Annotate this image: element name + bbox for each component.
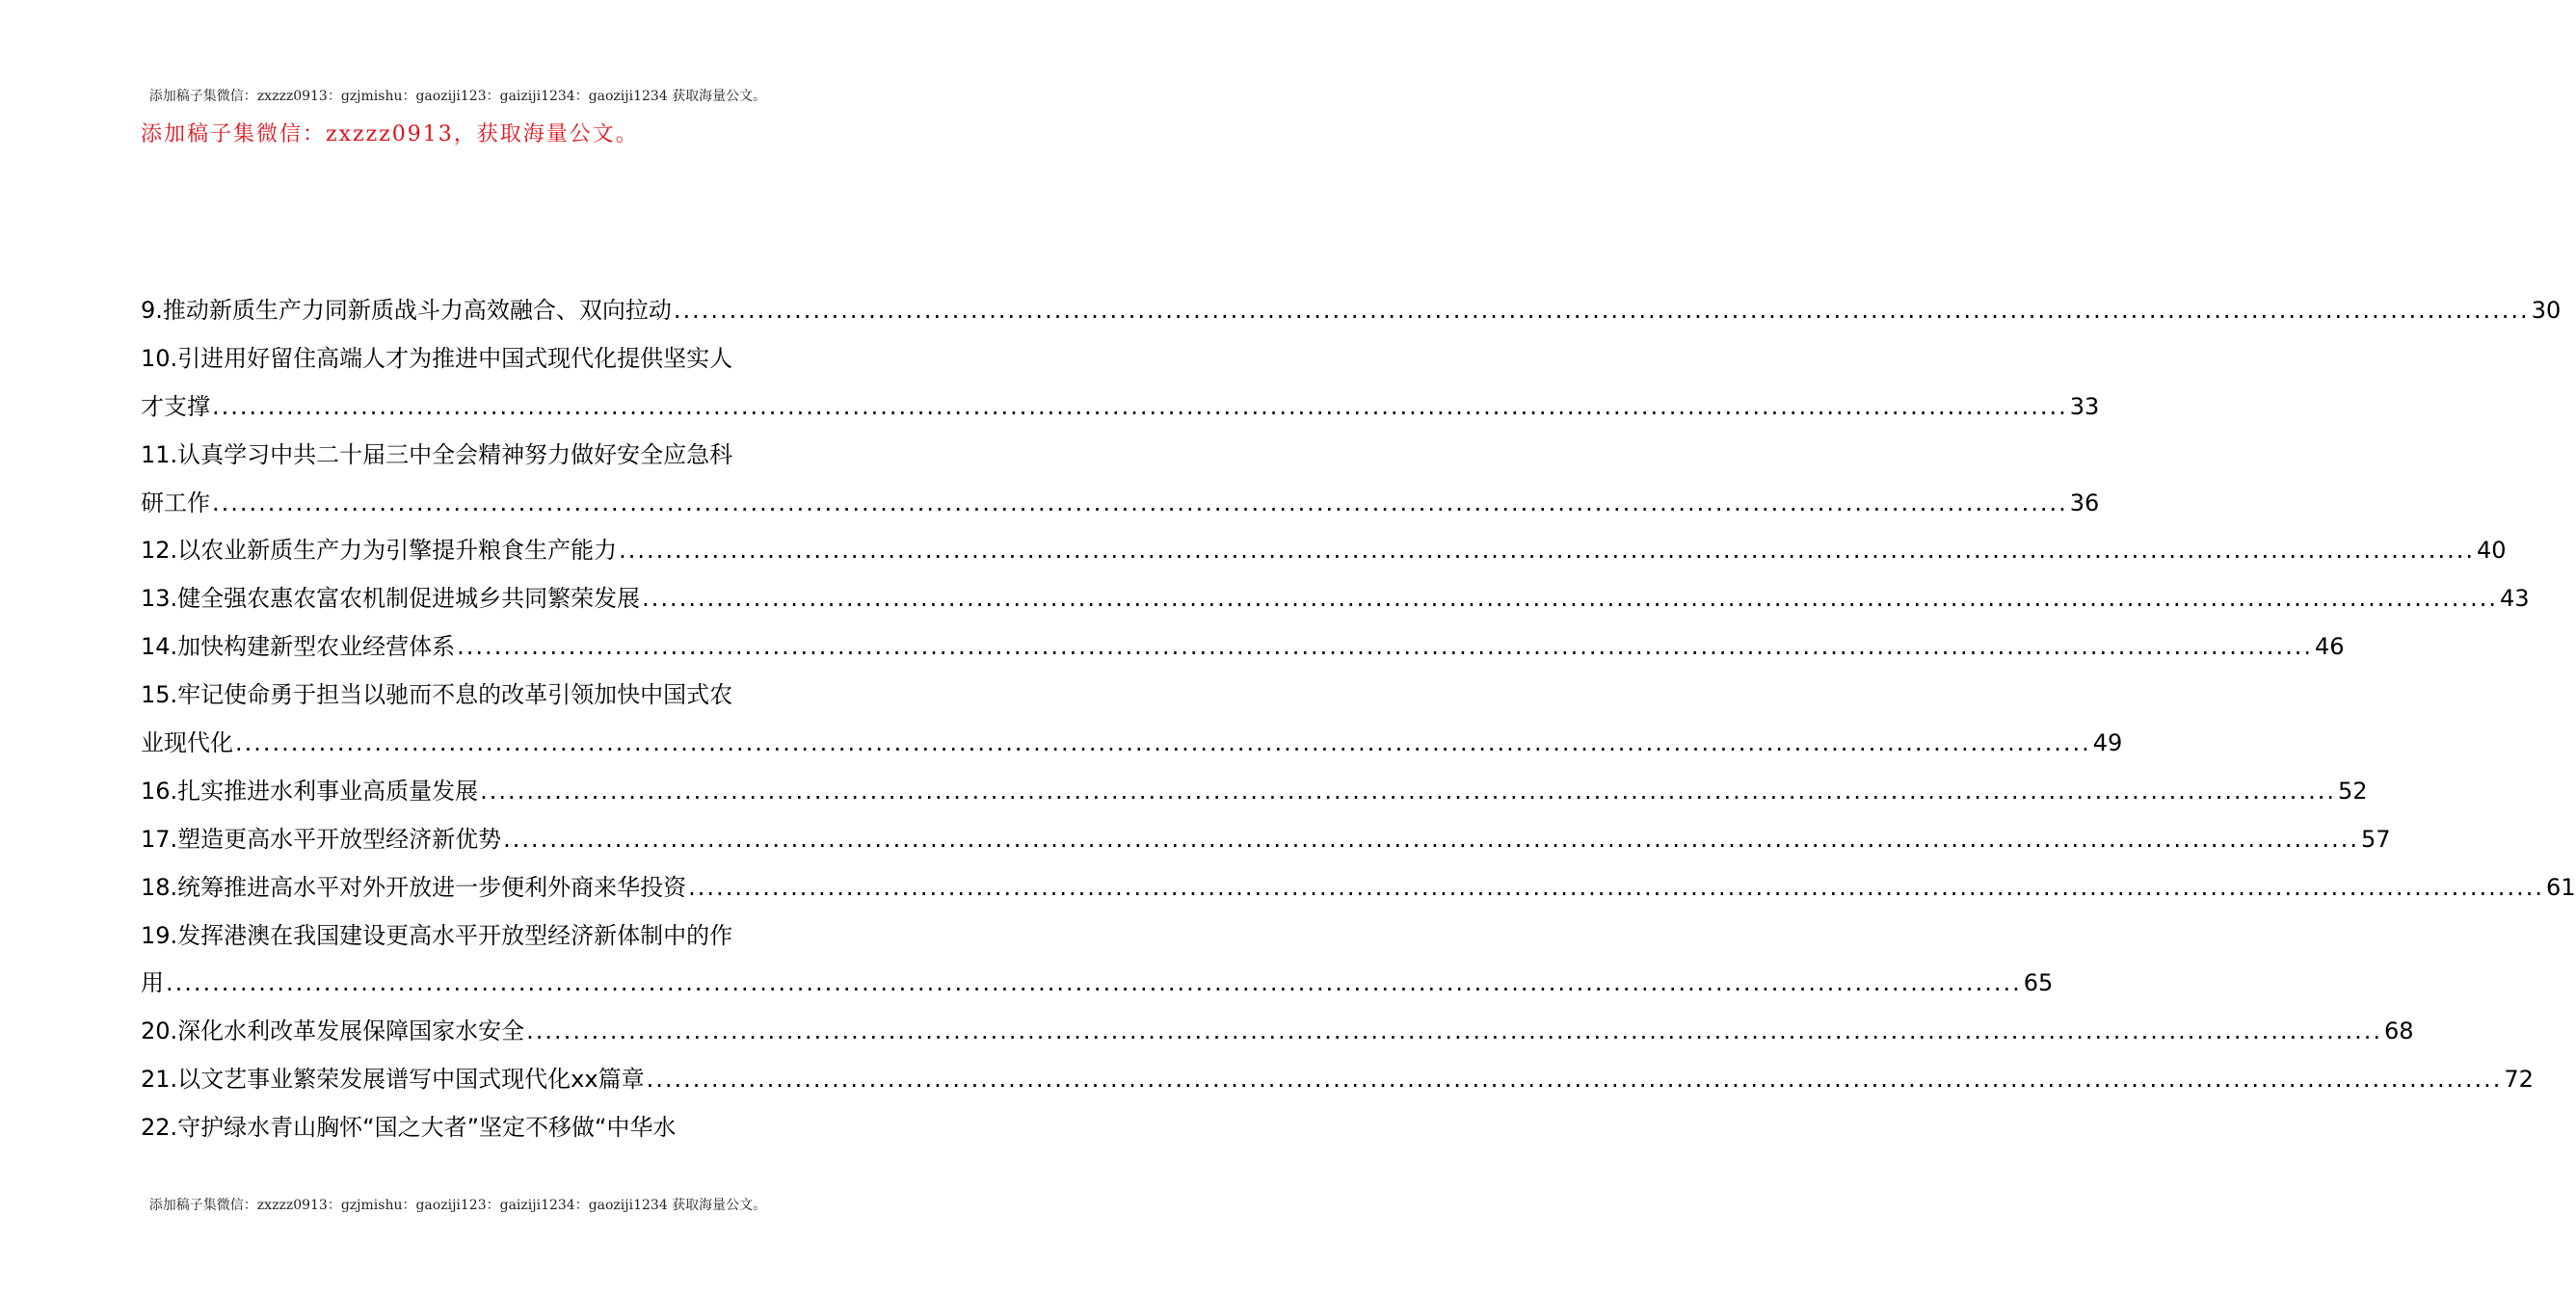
toc-entry-title: 业现代化 bbox=[141, 729, 233, 757]
toc-leader-dots: ........................................................................................................................................................................................................ bbox=[673, 297, 2530, 324]
toc-entry bbox=[141, 575, 2530, 623]
red-notice-text: 添加稿子集微信：zxzzz0913，获取海量公文。 bbox=[141, 122, 639, 146]
toc-page-number: 49 bbox=[2092, 729, 2123, 757]
toc-page-number: 61 bbox=[2545, 873, 2576, 901]
toc-entry bbox=[141, 383, 2100, 432]
toc-page-number: 68 bbox=[2383, 1018, 2414, 1045]
toc-leader-dots: ........................................................................................................................................................................................................ bbox=[642, 585, 2498, 613]
toc-entry-title: 16.扎实推进水利事业高质量发展 bbox=[141, 777, 479, 805]
toc-entry-title: 13.健全强农惠农富农机制促进城乡共同繁荣发展 bbox=[141, 585, 641, 613]
toc-page-number: 43 bbox=[2499, 585, 2530, 613]
toc-leader-dots: ........................................................................................................................................................................................................ bbox=[688, 873, 2544, 901]
toc-entry bbox=[141, 335, 777, 383]
toc-page-number: 72 bbox=[2504, 1066, 2534, 1094]
toc-entry-title: 研工作 bbox=[141, 489, 210, 516]
toc-entry bbox=[141, 816, 2391, 864]
toc-entry bbox=[141, 672, 777, 720]
toc-entry bbox=[141, 527, 2507, 575]
footer-watermark-text: 添加稿子集微信：zxzzz0913：gzjmishu：gaoziji123：gaiziji1234：gaoziji1234 获取海量公文。 bbox=[148, 1198, 767, 1213]
header-watermark-text: 添加稿子集微信：zxzzz0913：gzjmishu：gaoziji123：gaiziji1234：gaoziji1234 获取海量公文。 bbox=[148, 89, 767, 104]
toc-leader-dots: ........................................................................................................................................................................................................ bbox=[212, 392, 2068, 420]
toc-entry-title: 用 bbox=[141, 969, 164, 997]
toc-entry bbox=[141, 480, 2100, 528]
toc-leader-dots: ........................................................................................................................................................................................................ bbox=[646, 1066, 2503, 1094]
toc-entry bbox=[141, 864, 2576, 912]
toc-page-number: 46 bbox=[2314, 633, 2345, 661]
toc-page-number: 30 bbox=[2531, 297, 2562, 324]
toc-page-number: 57 bbox=[2360, 825, 2391, 853]
toc-entry-title: 12.以农业新质生产力为引擎提升粮食生产能力 bbox=[141, 537, 618, 565]
toc-entry-title: 17.塑造更高水平开放型经济新优势 bbox=[141, 825, 502, 853]
toc-entry bbox=[141, 287, 2562, 335]
toc-entry-title: 19.发挥港澳在我国建设更高水平开放型经济新体制中的作 bbox=[141, 921, 733, 949]
toc-entry bbox=[141, 432, 777, 480]
table-of-contents bbox=[141, 287, 2576, 1152]
toc-entry bbox=[141, 623, 2345, 672]
toc-leader-dots: ........................................................................................................................................................................................................ bbox=[526, 1018, 2382, 1045]
toc-entry-title: 20.深化水利改革发展保障国家水安全 bbox=[141, 1018, 525, 1045]
toc-entry bbox=[141, 1008, 2414, 1056]
toc-entry-title: 18.统筹推进高水平对外开放进一步便利外商来华投资 bbox=[141, 873, 687, 901]
toc-entry bbox=[141, 768, 2368, 816]
toc-leader-dots: ........................................................................................................................................................................................................ bbox=[235, 729, 2091, 757]
toc-page-number: 40 bbox=[2476, 537, 2507, 565]
toc-entry-title: 10.引进用好留住高端人才为推进中国式现代化提供坚实人 bbox=[141, 344, 733, 372]
toc-leader-dots: ........................................................................................................................................................................................................ bbox=[166, 969, 2022, 997]
toc-entry-title: 14.加快构建新型农业经营体系 bbox=[141, 633, 456, 661]
toc-entry-title: 11.认真学习中共二十届三中全会精神努力做好安全应急科 bbox=[141, 440, 733, 468]
toc-page-number: 36 bbox=[2069, 489, 2100, 516]
toc-entry bbox=[141, 720, 2123, 768]
toc-page-number: 65 bbox=[2023, 969, 2054, 997]
toc-entry bbox=[141, 960, 2054, 1008]
toc-entry bbox=[141, 912, 777, 961]
toc-entry-title: 22.守护绿水青山胸怀“国之大者”坚定不移做“中华水 bbox=[141, 1114, 677, 1142]
toc-leader-dots: ........................................................................................................................................................................................................ bbox=[480, 777, 2336, 805]
toc-entry-title: 15.牢记使命勇于担当以驰而不息的改革引领加快中国式农 bbox=[141, 681, 733, 709]
toc-page-number: 52 bbox=[2337, 777, 2368, 805]
toc-entry-title: 才支撑 bbox=[141, 392, 210, 420]
toc-leader-dots: ........................................................................................................................................................................................................ bbox=[212, 489, 2068, 516]
toc-leader-dots: ........................................................................................................................................................................................................ bbox=[619, 537, 2475, 565]
toc-leader-dots: ........................................................................................................................................................................................................ bbox=[457, 633, 2313, 661]
toc-entry-title: 21.以文艺事业繁荣发展谱写中国式现代化xx篇章 bbox=[141, 1066, 645, 1094]
toc-leader-dots: ........................................................................................................................................................................................................ bbox=[503, 825, 2359, 853]
toc-entry-title: 9.推动新质生产力同新质战斗力高效融合、双向拉动 bbox=[141, 297, 672, 324]
toc-entry bbox=[141, 1056, 2534, 1104]
toc-entry bbox=[141, 1104, 777, 1152]
toc-page-number: 33 bbox=[2069, 392, 2100, 420]
